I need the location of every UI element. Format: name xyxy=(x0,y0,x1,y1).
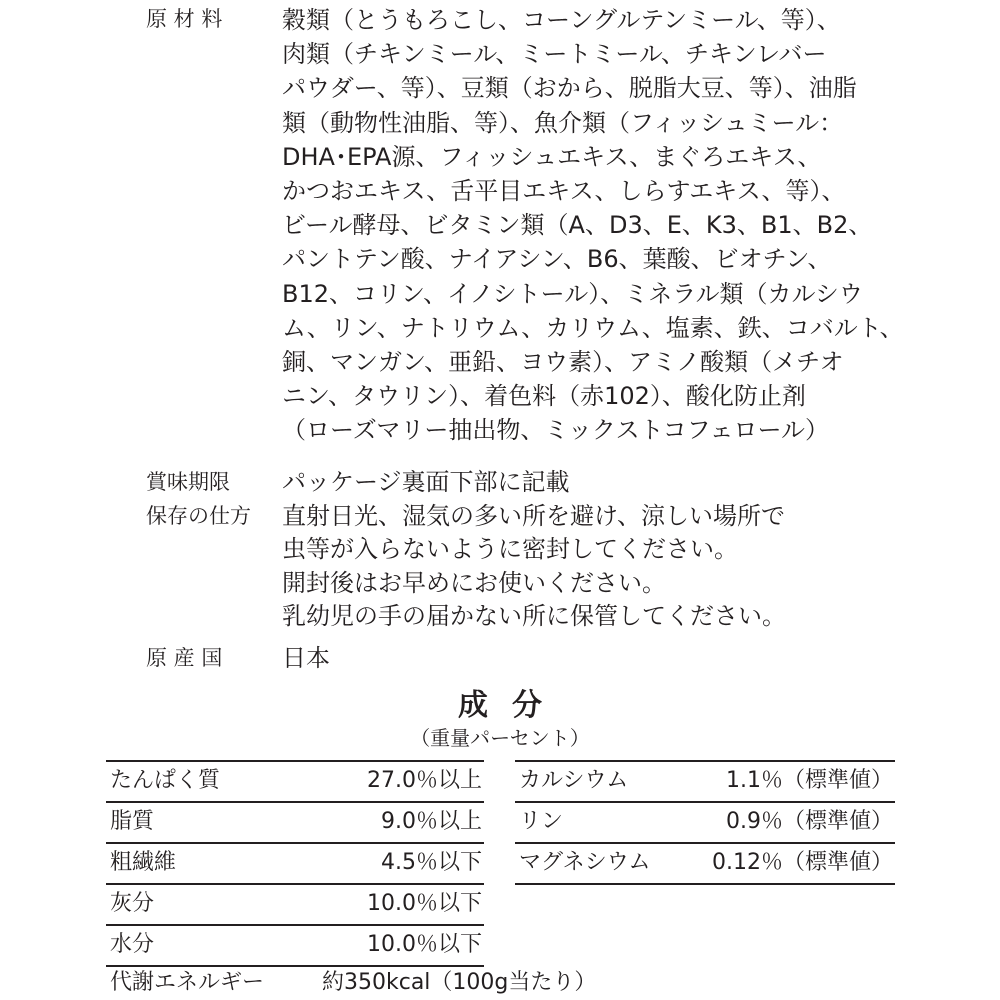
energy-label: 代謝エネルギー xyxy=(110,970,265,995)
table-row xyxy=(515,844,895,885)
ingredients-line: B12、コリン、イノシトール）、ミネラル類（カルシウ xyxy=(282,279,863,308)
nutrient-label: 水分 xyxy=(110,932,155,957)
nutrient-value: 10.0％以下 xyxy=(367,891,482,916)
nutrient-value: 27.0％以上 xyxy=(367,768,482,793)
table-row xyxy=(515,803,895,844)
nutrition-table-main xyxy=(106,760,484,967)
nutrition-subtitle: （重量パーセント） xyxy=(410,726,590,750)
nutrition-title: 成分 xyxy=(458,688,566,723)
nutrient-label: 灰分 xyxy=(110,891,155,916)
nutrient-label: 脂質 xyxy=(110,809,155,834)
ingredients-line: 肉類（チキンミール、ミートミール、チキンレバー xyxy=(282,40,827,69)
origin-label: 原 産 国 xyxy=(146,646,223,670)
storage-line: 直射日光、湿気の多い所を避け、涼しい場所で xyxy=(282,502,786,530)
nutrient-value: 0.9％（標準値） xyxy=(726,809,893,834)
table-row xyxy=(106,926,484,967)
ingredients-label: 原 材 料 xyxy=(146,7,223,31)
best-before-label: 賞味期限 xyxy=(146,470,230,494)
ingredients-line: （ローズマリー抽出物、ミックストコフェロール） xyxy=(282,416,829,445)
energy-value: 約350kcal（100g当たり） xyxy=(322,970,597,995)
table-row xyxy=(106,885,484,926)
best-before-line: パッケージ裏面下部に記載 xyxy=(282,468,570,496)
storage-text xyxy=(282,500,786,633)
nutrient-label: カルシウム xyxy=(519,768,629,793)
table-row xyxy=(106,844,484,885)
table-row xyxy=(515,762,895,803)
ingredients-line: パントテン酸、ナイアシン、B6、葉酸、ビオチン、 xyxy=(282,245,832,274)
storage-label: 保存の仕方 xyxy=(146,504,251,528)
storage-line: 開封後はお早めにお使いください。 xyxy=(282,568,666,597)
nutrient-value: 1.1％（標準値） xyxy=(726,768,893,793)
ingredients-line: ニン、タウリン）、着色料（赤102）、酸化防止剤 xyxy=(282,382,806,411)
storage-line: 乳幼児の手の届かない所に保管してください。 xyxy=(282,601,786,630)
nutrient-value: 0.12％（標準値） xyxy=(712,850,893,875)
ingredients-line: DHA･EPA源、フィッシュエキス、まぐろエキス、 xyxy=(282,142,822,171)
nutrition-table-minerals xyxy=(515,760,895,885)
storage-line: 虫等が入らないように密封してください。 xyxy=(282,535,738,564)
nutrient-value: 4.5％以下 xyxy=(381,850,482,875)
table-row xyxy=(106,762,484,803)
ingredients-line: ビール酵母、ビタミン類（A、D3、E、K3、B1、B2、 xyxy=(282,211,873,240)
best-before-text xyxy=(282,466,570,499)
ingredients-line: 銅、マンガン、亜鉛、ヨウ素）、アミノ酸類（メチオ xyxy=(282,348,844,377)
ingredients-text xyxy=(282,3,904,448)
origin-line: 日本 xyxy=(282,644,330,672)
nutrient-value: 10.0％以下 xyxy=(367,932,482,957)
nutrient-label: マグネシウム xyxy=(519,850,651,875)
nutrient-value: 9.0％以上 xyxy=(381,809,482,834)
nutrient-label: 粗繊維 xyxy=(110,850,177,875)
ingredients-line: 類（動物性油脂、等）、魚介類（フィッシュミール： xyxy=(282,108,844,137)
energy-row xyxy=(110,966,596,1000)
nutrient-label: たんぱく質 xyxy=(110,768,221,793)
ingredients-line: パウダー、等）、豆類（おから、脱脂大豆、等）、油脂 xyxy=(282,74,857,103)
ingredients-line: ム、リン、ナトリウム、カリウム、塩素、鉄、コバルト、 xyxy=(282,313,904,342)
table-row xyxy=(106,803,484,844)
origin-text xyxy=(282,642,330,675)
nutrient-label: リン xyxy=(519,809,564,834)
ingredients-line: かつおエキス、舌平目エキス、しらすエキス、等）、 xyxy=(282,177,846,206)
ingredients-line: 穀類（とうもろこし、コーングルテンミール、等）、 xyxy=(282,6,841,34)
